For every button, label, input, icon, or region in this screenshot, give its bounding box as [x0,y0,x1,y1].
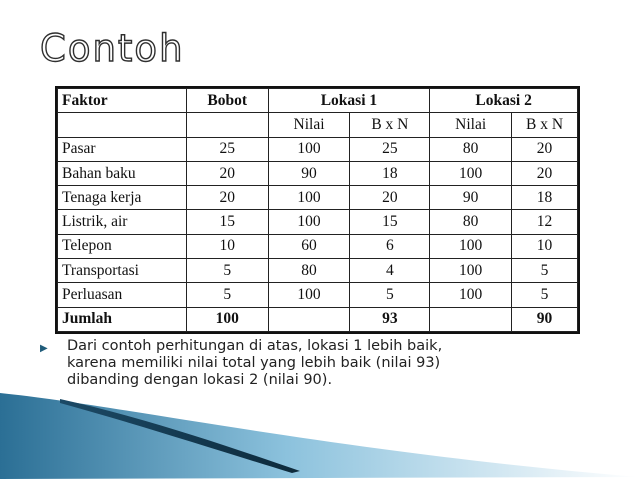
cell-nilai-1: 100 [268,186,350,210]
subheader-empty-bobot [186,113,268,137]
cell-bxn-1: 15 [350,210,430,234]
bullet-line: dibanding dengan lokasi 2 (nilai 90). [67,372,333,388]
bullet-line: Dari contoh perhitungan di atas, lokasi 1 lebih baik, [67,338,443,354]
cell-faktor: Telepon [58,234,187,258]
total-empty-nilai-2 [430,307,512,331]
table-subheader-row [58,113,578,137]
subheader-empty-faktor [58,113,187,137]
total-bxn-2: 90 [512,307,578,331]
cell-faktor: Listrik, air [58,210,187,234]
cell-nilai-1: 100 [268,210,350,234]
cell-bxn-2: 20 [512,161,578,185]
cell-faktor: Pasar [58,137,187,161]
cell-bxn-1: 20 [350,186,430,210]
table-row [58,161,578,185]
subheader-bxn-2: B x N [512,113,578,137]
cell-bxn-1: 6 [350,234,430,258]
header-lokasi-2: Lokasi 2 [430,89,578,113]
table-row [58,283,578,307]
cell-nilai-2: 80 [430,137,512,161]
cell-bobot: 15 [186,210,268,234]
cell-nilai-2: 100 [430,259,512,283]
subheader-nilai-1: Nilai [268,113,350,137]
table-header-row [58,89,578,113]
total-empty-nilai-1 [268,307,350,331]
cell-bxn-2: 18 [512,186,578,210]
cell-nilai-1: 60 [268,234,350,258]
cell-nilai-2: 100 [430,234,512,258]
triangle-bullet-icon: ▶ [40,343,48,354]
cell-bxn-2: 12 [512,210,578,234]
cell-nilai-2: 100 [430,283,512,307]
cell-faktor: Tenaga kerja [58,186,187,210]
bullet-line: karena memiliki nilai total yang lebih baik (nilai 93) [67,355,441,371]
total-bxn-1: 93 [350,307,430,331]
cell-nilai-1: 100 [268,137,350,161]
cell-bxn-2: 5 [512,259,578,283]
cell-nilai-2: 90 [430,186,512,210]
cell-bobot: 10 [186,234,268,258]
table-row [58,186,578,210]
table-row [58,210,578,234]
cell-faktor: Transportasi [58,259,187,283]
comparison-table [55,86,580,334]
cell-faktor: Bahan baku [58,161,187,185]
total-bobot: 100 [186,307,268,331]
cell-bobot: 5 [186,283,268,307]
header-faktor: Faktor [58,89,187,113]
table-row [58,234,578,258]
cell-bxn-1: 25 [350,137,430,161]
table-total-row [58,307,578,331]
decorative-swoosh [0,389,638,479]
cell-bobot: 25 [186,137,268,161]
cell-bxn-2: 10 [512,234,578,258]
cell-faktor: Perluasan [58,283,187,307]
cell-bxn-1: 5 [350,283,430,307]
header-lokasi-1: Lokasi 1 [268,89,430,113]
bullet-point [40,338,560,389]
header-bobot: Bobot [186,89,268,113]
table-row [58,259,578,283]
total-label: Jumlah [58,307,187,331]
cell-nilai-2: 100 [430,161,512,185]
subheader-bxn-1: B x N [350,113,430,137]
swoosh-light-band [0,393,638,479]
cell-bxn-2: 20 [512,137,578,161]
cell-bxn-1: 18 [350,161,430,185]
cell-bobot: 20 [186,161,268,185]
cell-nilai-1: 90 [268,161,350,185]
cell-bxn-2: 5 [512,283,578,307]
cell-bxn-1: 4 [350,259,430,283]
cell-nilai-1: 80 [268,259,350,283]
slide-title: Contoh [40,27,185,70]
table-row [58,137,578,161]
cell-bobot: 5 [186,259,268,283]
cell-bobot: 20 [186,186,268,210]
bullet-text [67,338,560,389]
subheader-nilai-2: Nilai [430,113,512,137]
cell-nilai-1: 100 [268,283,350,307]
cell-nilai-2: 80 [430,210,512,234]
